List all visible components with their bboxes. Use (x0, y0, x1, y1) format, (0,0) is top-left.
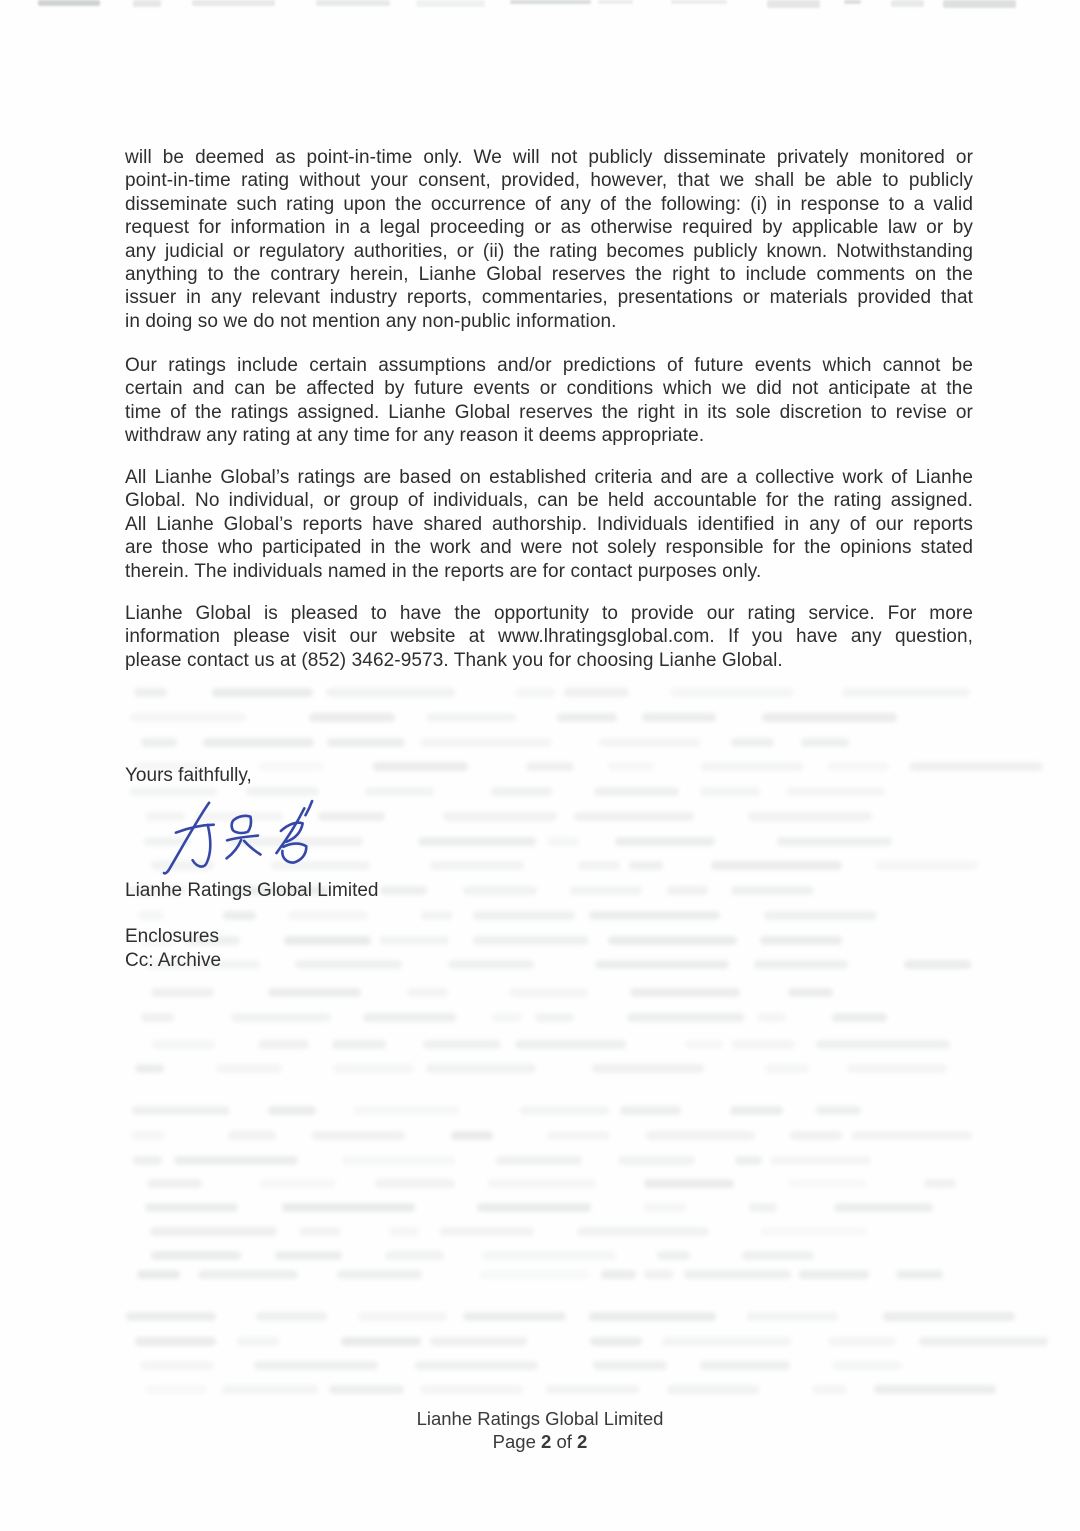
bleed-through-line-fragment (827, 762, 889, 771)
bleed-through-line-fragment (509, 988, 588, 997)
bleed-through-line-fragment (223, 911, 256, 920)
bleed-through-line-fragment (365, 787, 434, 796)
bleed-through-line-fragment (295, 960, 403, 969)
bleed-through-line-fragment (130, 787, 217, 796)
bleed-through-line-fragment (282, 1203, 415, 1212)
handwritten-signature-ink (149, 793, 331, 880)
bleed-through-line-fragment (463, 1312, 566, 1321)
bleed-through-line-fragment (735, 1156, 762, 1165)
bleed-through-line-fragment (256, 1312, 327, 1321)
smudge-segment (133, 0, 161, 7)
paragraph-line: Global. No individual, or group of individuals, can be held accountable for the rating assigned. (125, 490, 973, 512)
bleed-through-line-fragment (816, 1040, 950, 1049)
bleed-through-line-fragment (644, 1179, 734, 1188)
bleed-through-line-fragment (590, 1337, 643, 1346)
bleed-through-line-fragment (138, 911, 163, 920)
bleed-through-line-fragment (135, 1064, 164, 1073)
enclosures-note: Enclosures (125, 926, 219, 947)
bleed-through-line-fragment (589, 1312, 716, 1321)
bleed-through-line-fragment (919, 1337, 1048, 1346)
bleed-through-line-fragment (760, 1227, 866, 1236)
bleed-through-line-fragment (790, 1131, 843, 1140)
bleed-through-line-fragment (730, 1106, 783, 1115)
bleed-through-line-fragment (231, 1013, 330, 1022)
bleed-through-line-fragment (363, 1013, 456, 1022)
bleed-through-line-fragment (875, 861, 978, 870)
bleed-through-line-fragment (258, 1040, 309, 1049)
bleed-through-line-fragment (288, 911, 368, 920)
paragraph-line: All Lianhe Global’s ratings are based on established criteria and are a collective work of Lianhe (125, 467, 973, 488)
bleed-through-line-fragment (578, 861, 620, 870)
bleed-through-line-fragment (151, 988, 213, 997)
bleed-through-line-fragment (237, 1337, 279, 1346)
bleed-through-line-fragment (904, 960, 972, 969)
closing-salutation: Yours faithfully, (125, 765, 252, 786)
bleed-through-line-fragment (599, 738, 701, 747)
bleed-through-line-fragment (174, 1156, 298, 1165)
footer-of-word: of (556, 1431, 572, 1452)
bleed-through-line-fragment (260, 1179, 336, 1188)
bleed-through-line-fragment (430, 861, 524, 870)
bleed-through-line-fragment (799, 1270, 869, 1279)
bleed-through-line-fragment (594, 787, 679, 796)
cc-note: Cc: Archive (125, 950, 222, 971)
bleed-through-line-fragment (337, 1270, 422, 1279)
bleed-through-line-fragment (595, 960, 728, 969)
bleed-through-line-fragment (477, 1203, 591, 1212)
bleed-through-line-fragment (448, 960, 534, 969)
bleed-through-line-fragment (145, 1203, 237, 1212)
bleed-through-line-fragment (389, 1227, 420, 1236)
bleed-through-line-fragment (520, 1106, 609, 1115)
bleed-through-line-fragment (852, 1131, 972, 1140)
bleed-through-line-fragment (329, 1385, 405, 1394)
bleed-through-line-fragment (268, 988, 361, 997)
bleed-through-line-fragment (557, 713, 618, 722)
bleed-through-line-fragment (151, 1251, 241, 1260)
paragraph-line: withdraw any rating at any time for any reason it deems appropriate. (125, 425, 705, 447)
bleed-through-line-fragment (700, 787, 761, 796)
paragraph-line: are those who participated in the work and were not solely responsible for the opinions stated (125, 537, 973, 559)
bleed-through-line-fragment (385, 1251, 445, 1260)
bleed-through-line-fragment (341, 1337, 422, 1346)
bleed-through-line-fragment (816, 1106, 861, 1115)
bleed-through-line-fragment (212, 688, 313, 697)
paragraph-line: any judicial or regulatory authorities, or (ii) the rating becomes publicly known. Notwithstanding (125, 240, 973, 262)
bleed-through-line-fragment (332, 1040, 386, 1049)
bleed-through-line-fragment (909, 762, 1043, 771)
smudge-segment (316, 0, 390, 6)
bleed-through-line-fragment (480, 1270, 590, 1279)
bleed-through-line-fragment (482, 1251, 617, 1260)
bleed-through-line-fragment (644, 1270, 673, 1279)
bleed-through-line-fragment (627, 1013, 744, 1022)
bleed-through-line-fragment (608, 762, 653, 771)
bleed-through-line-fragment (630, 988, 740, 997)
bleed-through-line-fragment (760, 936, 842, 945)
bleed-through-line-fragment (629, 861, 663, 870)
paragraph-line: time of the ratings assigned. Lianhe Global reserves the right in its sole discretion to revise or (125, 401, 973, 423)
bleed-through-line-fragment (657, 1251, 690, 1260)
bleed-through-line-fragment (326, 688, 455, 697)
smudge-segment (891, 0, 925, 7)
bleed-through-line-fragment (380, 936, 449, 945)
bleed-through-line-fragment (131, 1131, 166, 1140)
bleed-through-line-fragment (896, 1270, 943, 1279)
bleed-through-line-fragment (731, 886, 814, 895)
bleed-through-line-fragment (828, 1337, 896, 1346)
bleed-through-line-fragment (667, 886, 708, 895)
bleed-through-line-fragment (451, 1131, 493, 1140)
body-paragraph (125, 602, 973, 672)
bleed-through-line-fragment (254, 1361, 378, 1370)
bleed-through-line-fragment (133, 1156, 163, 1165)
bleed-through-line-fragment (407, 988, 449, 997)
bleed-through-line-fragment (228, 1131, 276, 1140)
paragraph-line: request for information in a legal proceeding or as otherwise required by applicable law or by (125, 217, 973, 239)
bleed-through-line-fragment (420, 738, 552, 747)
footer-page-indicator (0, 1430, 1080, 1453)
paragraph-line: certain and can be affected by future events or conditions which we did not anticipate at the (125, 378, 973, 400)
body-paragraph (125, 146, 973, 333)
footer-page-word: Page (492, 1431, 536, 1452)
smudge-segment (943, 0, 1016, 8)
bleed-through-line-fragment (488, 1179, 596, 1188)
bleed-through-line-fragment (496, 1156, 581, 1165)
bleed-through-line-fragment (748, 812, 871, 821)
bleed-through-line-fragment (327, 738, 404, 747)
paragraph-line: information please visit our website at www.lhratingsglobal.com. If you have any question, (125, 626, 973, 648)
bleed-through-line-fragment (700, 1361, 790, 1370)
body-paragraph (125, 354, 973, 448)
bleed-through-line-fragment (427, 713, 516, 722)
bleed-through-line-fragment (788, 988, 833, 997)
bleed-through-line-fragment (135, 1337, 216, 1346)
bleed-through-line-fragment (275, 1251, 342, 1260)
bleed-through-line-fragment (423, 1040, 502, 1049)
bleed-through-line-fragment (770, 1156, 871, 1165)
bleed-through-line-fragment (547, 837, 580, 846)
paragraph-line: in doing so we do not mention any non-public information. (125, 310, 617, 332)
bleed-through-line-fragment (375, 1179, 454, 1188)
bleed-through-line-fragment (492, 1013, 522, 1022)
bleed-through-line-fragment (642, 713, 716, 722)
page-footer (0, 1407, 1080, 1453)
bleed-through-line-fragment (284, 936, 371, 945)
bleed-through-line-fragment (126, 1312, 216, 1321)
bleed-through-line-fragment (747, 1312, 838, 1321)
smudge-segment (767, 0, 820, 8)
paragraph-line: will be deemed as point-in-time only. We will not publicly disseminate privately monitored or (125, 147, 973, 168)
bleed-through-line-fragment (834, 1203, 934, 1212)
bleed-through-line-fragment (198, 1270, 298, 1279)
bleed-through-line-fragment (515, 1040, 626, 1049)
smudge-segment (598, 0, 633, 4)
bleed-through-line-fragment (801, 738, 849, 747)
bleed-through-line-fragment (373, 762, 468, 771)
bleed-through-line-fragment (615, 837, 714, 846)
bleed-through-line-fragment (883, 1312, 1016, 1321)
bleed-through-line-fragment (150, 1227, 277, 1236)
bleed-through-line-fragment (847, 1064, 946, 1073)
paragraph-line: please contact us at (852) 3462-9573. Thank you for choosing Lianhe Global. (125, 649, 783, 671)
bleed-through-line-fragment (731, 738, 774, 747)
bleed-through-line-fragment (268, 1106, 316, 1115)
bleed-through-line-fragment (380, 886, 427, 895)
bleed-through-line-fragment (754, 960, 848, 969)
bleed-through-line-fragment (788, 1179, 866, 1188)
bleed-through-line-fragment (473, 911, 575, 920)
bleed-through-line-fragment (259, 762, 325, 771)
bleed-through-line-fragment (491, 787, 552, 796)
bleed-through-line-fragment (662, 1337, 791, 1346)
bleed-through-line-fragment (152, 1040, 215, 1049)
bleed-through-line-fragment (535, 1013, 573, 1022)
footer-company: Lianhe Ratings Global Limited (416, 1408, 664, 1429)
paragraph-line: Lianhe Global is pleased to have the opportunity to provide our rating service. For more (125, 603, 973, 624)
bleed-through-line-fragment (137, 1270, 181, 1279)
bleed-through-line-fragment (608, 936, 737, 945)
bleed-through-line-fragment (670, 688, 794, 697)
bleed-through-line-fragment (684, 1270, 791, 1279)
bleed-through-line-fragment (443, 812, 557, 821)
bleed-through-line-fragment (420, 1385, 523, 1394)
bleed-through-line-fragment (765, 1064, 809, 1073)
bleed-through-line-fragment (140, 1361, 214, 1370)
bleed-through-line-fragment (786, 787, 885, 796)
signatory-company: Lianhe Ratings Global Limited (125, 880, 379, 901)
bleed-through-line-fragment (749, 1203, 778, 1212)
bleed-through-line-fragment (874, 1385, 996, 1394)
bleed-through-line-fragment (547, 1131, 610, 1140)
bleed-through-line-fragment (473, 936, 590, 945)
bleed-through-line-fragment (309, 713, 396, 722)
bleed-through-line-fragment (430, 1337, 527, 1346)
bleed-through-line-fragment (526, 762, 574, 771)
bleed-through-line-fragment (589, 911, 720, 920)
paragraph-line: Our ratings include certain assumptions and/or predictions of future events which cannot be (125, 355, 973, 376)
bleed-through-line-fragment (146, 1385, 207, 1394)
bleed-through-line-fragment (618, 1156, 695, 1165)
bleed-through-line-fragment (222, 1385, 318, 1394)
paragraph-line: anything to the contrary herein, Lianhe Global reserves the right to include comments on the (125, 263, 973, 285)
bleed-through-line-fragment (643, 1203, 686, 1212)
bleed-through-line-fragment (685, 1040, 723, 1049)
bleed-through-line-fragment (421, 911, 452, 920)
body-paragraph (125, 466, 973, 583)
bleed-through-line-fragment (546, 1385, 639, 1394)
bleed-through-line-fragment (842, 688, 970, 697)
bleed-through-line-fragment (711, 861, 841, 870)
bleed-through-line-fragment (426, 1064, 536, 1073)
bleed-through-line-fragment (592, 1064, 704, 1073)
bleed-through-line-fragment (577, 1227, 709, 1236)
bleed-through-line-fragment (216, 1064, 282, 1073)
smudge-segment (844, 0, 861, 4)
bleed-through-line-fragment (203, 738, 314, 747)
bleed-through-line-fragment (515, 688, 555, 697)
bleed-through-line-fragment (832, 1013, 887, 1022)
bleed-through-line-fragment (593, 1361, 667, 1370)
bleed-through-line-fragment (312, 1131, 405, 1140)
paragraph-line: disseminate such rating upon the occurrence of any of the following: (i) in response to a valid (125, 193, 973, 215)
bleed-through-line-fragment (601, 1270, 637, 1279)
bleed-through-line-fragment (415, 1361, 538, 1370)
bleed-through-line-fragment (440, 1227, 533, 1236)
smudge-segment (671, 0, 727, 4)
bleed-through-line-fragment (570, 886, 642, 895)
bleed-through-line-fragment (463, 886, 537, 895)
smudge-segment (510, 0, 591, 4)
bleed-through-line-fragment (777, 837, 892, 846)
bleed-through-line-fragment (812, 1385, 846, 1394)
bleed-through-line-fragment (353, 1106, 460, 1115)
bleed-through-line-fragment (574, 812, 694, 821)
bleed-through-line-fragment (742, 1251, 815, 1260)
bleed-through-line-fragment (832, 1361, 902, 1370)
bleed-through-line-fragment (141, 738, 177, 747)
paragraph-line: therein. The individuals named in the reports are for contact purposes only. (125, 560, 762, 582)
bleed-through-line-fragment (299, 1227, 341, 1236)
paragraph-line: All Lianhe Global’s reports have shared authorship. Individuals identified in any of our reports (125, 513, 973, 535)
footer-page-number: 2 (541, 1431, 552, 1452)
footer-total-pages: 2 (577, 1431, 588, 1452)
bleed-through-line-fragment (130, 713, 245, 722)
bleed-through-line-fragment (762, 713, 896, 722)
bleed-through-line-fragment (134, 688, 167, 697)
smudge-segment (192, 0, 275, 6)
bleed-through-line-fragment (646, 1131, 755, 1140)
paragraph-line: issuer in any relevant industry reports, commentaries, presentations or materials provided that (125, 287, 973, 309)
smudge-segment (416, 0, 485, 7)
bleed-through-line-fragment (757, 1013, 786, 1022)
bleed-through-line-fragment (564, 688, 629, 697)
bleed-through-line-fragment (620, 1106, 681, 1115)
paragraph-line: point-in-time rating without your consent, provided, however, that we shall be able to publicly (125, 170, 973, 192)
bleed-through-line-fragment (141, 1013, 174, 1022)
bleed-through-line-fragment (333, 1064, 414, 1073)
bleed-through-line-fragment (732, 1040, 794, 1049)
bleed-through-line-fragment (924, 1179, 956, 1188)
bleed-through-line-fragment (132, 1106, 230, 1115)
bleed-through-line-fragment (701, 762, 804, 771)
bleed-through-line-fragment (147, 1179, 203, 1188)
bleed-through-line-fragment (358, 1312, 448, 1321)
bleed-through-line-fragment (764, 911, 877, 920)
bleed-through-line-fragment (342, 1156, 456, 1165)
bleed-through-line-fragment (667, 1385, 760, 1394)
bleed-through-line-fragment (418, 837, 536, 846)
smudge-segment (38, 0, 100, 6)
